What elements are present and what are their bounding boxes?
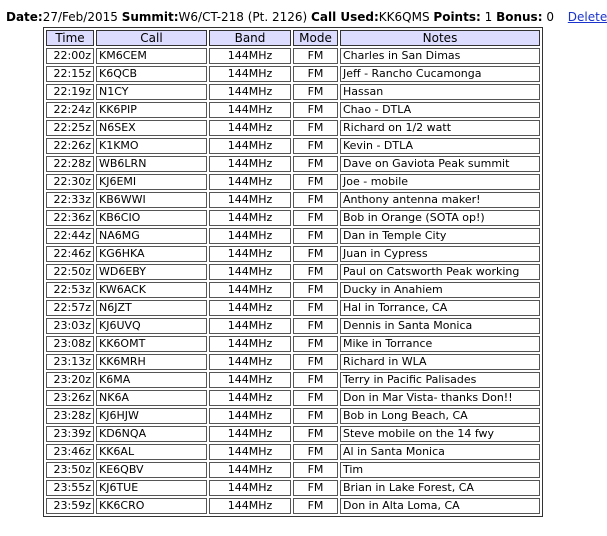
cell-mode: FM [293, 138, 338, 154]
cell-band: 144MHz [209, 318, 291, 334]
table-row [46, 336, 540, 352]
cell-call: KK6MRH [96, 354, 207, 370]
cell-band: 144MHz [209, 174, 291, 190]
table-row [46, 444, 540, 460]
cell-band: 144MHz [209, 264, 291, 280]
cell-notes: Jeff - Rancho Cucamonga [340, 66, 540, 82]
column-header-call: Call [96, 30, 207, 46]
cell-band: 144MHz [209, 228, 291, 244]
cell-mode: FM [293, 156, 338, 172]
table-row [46, 300, 540, 316]
cell-call: KJ6TUE [96, 480, 207, 496]
points-value: 1 [484, 10, 493, 24]
table-row [46, 408, 540, 424]
cell-notes: Al in Santa Monica [340, 444, 540, 460]
cell-call: KB6WWI [96, 192, 207, 208]
table-row [46, 66, 540, 82]
cell-time: 22:30z [46, 174, 94, 190]
cell-call: KE6QBV [96, 462, 207, 478]
cell-band: 144MHz [209, 210, 291, 226]
cell-time: 22:25z [46, 120, 94, 136]
cell-call: KM6CEM [96, 48, 207, 64]
cell-time: 23:50z [46, 462, 94, 478]
cell-band: 144MHz [209, 300, 291, 316]
cell-call: NA6MG [96, 228, 207, 244]
cell-band: 144MHz [209, 156, 291, 172]
cell-notes: Don in Mar Vista- thanks Don!! [340, 390, 540, 406]
cell-notes: Juan in Cypress [340, 246, 540, 262]
cell-mode: FM [293, 408, 338, 424]
table-row [46, 426, 540, 442]
table-row [46, 48, 540, 64]
table-row [46, 192, 540, 208]
table-row [46, 120, 540, 136]
cell-notes: Richard in WLA [340, 354, 540, 370]
cell-band: 144MHz [209, 444, 291, 460]
cell-band: 144MHz [209, 102, 291, 118]
cell-notes: Don in Alta Loma, CA [340, 498, 540, 514]
cell-time: 22:28z [46, 156, 94, 172]
cell-notes: Terry in Pacific Palisades [340, 372, 540, 388]
table-row [46, 372, 540, 388]
cell-call: KB6CIO [96, 210, 207, 226]
cell-mode: FM [293, 300, 338, 316]
cell-mode: FM [293, 480, 338, 496]
table-row [46, 84, 540, 100]
cell-notes: Steve mobile on the 14 fwy [340, 426, 540, 442]
cell-notes: Dan in Temple City [340, 228, 540, 244]
cell-mode: FM [293, 246, 338, 262]
cell-time: 23:20z [46, 372, 94, 388]
cell-notes: Mike in Torrance [340, 336, 540, 352]
cell-notes: Ducky in Anahiem [340, 282, 540, 298]
cell-notes: Charles in San Dimas [340, 48, 540, 64]
table-row [46, 210, 540, 226]
cell-mode: FM [293, 192, 338, 208]
cell-mode: FM [293, 354, 338, 370]
cell-call: N1CY [96, 84, 207, 100]
cell-mode: FM [293, 444, 338, 460]
table-header-row [46, 30, 540, 46]
cell-mode: FM [293, 102, 338, 118]
table-row [46, 282, 540, 298]
cell-time: 23:59z [46, 498, 94, 514]
cell-notes: Hal in Torrance, CA [340, 300, 540, 316]
cell-notes: Dennis in Santa Monica [340, 318, 540, 334]
column-header-time: Time [46, 30, 94, 46]
cell-band: 144MHz [209, 480, 291, 496]
cell-time: 23:46z [46, 444, 94, 460]
delete-link[interactable]: Delete [567, 10, 607, 24]
cell-mode: FM [293, 66, 338, 82]
table-row [46, 228, 540, 244]
cell-mode: FM [293, 336, 338, 352]
cell-band: 144MHz [209, 390, 291, 406]
cell-mode: FM [293, 210, 338, 226]
cell-call: NK6A [96, 390, 207, 406]
cell-time: 23:39z [46, 426, 94, 442]
activation-summary [6, 9, 607, 25]
cell-band: 144MHz [209, 462, 291, 478]
cell-call: KK6OMT [96, 336, 207, 352]
cell-notes: Tim [340, 462, 540, 478]
cell-mode: FM [293, 174, 338, 190]
cell-time: 22:19z [46, 84, 94, 100]
cell-notes: Hassan [340, 84, 540, 100]
cell-mode: FM [293, 462, 338, 478]
call-used-value: KK6QMS [378, 10, 430, 24]
column-header-notes: Notes [340, 30, 540, 46]
cell-call: WB6LRN [96, 156, 207, 172]
cell-time: 23:03z [46, 318, 94, 334]
cell-call: N6JZT [96, 300, 207, 316]
date-value: 27/Feb/2015 [42, 10, 118, 24]
cell-call: KK6AL [96, 444, 207, 460]
call-used-label: Call Used: [311, 10, 379, 24]
cell-mode: FM [293, 282, 338, 298]
cell-notes: Paul on Catsworth Peak working [340, 264, 540, 280]
table-row [46, 102, 540, 118]
cell-time: 22:53z [46, 282, 94, 298]
cell-mode: FM [293, 84, 338, 100]
column-header-band: Band [209, 30, 291, 46]
cell-time: 22:15z [46, 66, 94, 82]
cell-band: 144MHz [209, 84, 291, 100]
cell-notes: Joe - mobile [340, 174, 540, 190]
cell-time: 23:55z [46, 480, 94, 496]
qso-log-table [43, 27, 543, 517]
table-row [46, 174, 540, 190]
table-row [46, 354, 540, 370]
cell-time: 22:00z [46, 48, 94, 64]
table-row [46, 246, 540, 262]
cell-band: 144MHz [209, 192, 291, 208]
cell-call: N6SEX [96, 120, 207, 136]
cell-time: 22:33z [46, 192, 94, 208]
bonus-value: 0 [546, 10, 554, 24]
cell-call: KD6NQA [96, 426, 207, 442]
cell-notes: Anthony antenna maker! [340, 192, 540, 208]
summit-value: W6/CT-218 (Pt. 2126) [178, 10, 308, 24]
cell-mode: FM [293, 120, 338, 136]
qso-rows [46, 48, 540, 514]
cell-mode: FM [293, 390, 338, 406]
cell-band: 144MHz [209, 48, 291, 64]
cell-band: 144MHz [209, 120, 291, 136]
cell-mode: FM [293, 318, 338, 334]
table-row [46, 264, 540, 280]
cell-band: 144MHz [209, 408, 291, 424]
cell-band: 144MHz [209, 426, 291, 442]
table-row [46, 480, 540, 496]
cell-time: 23:13z [46, 354, 94, 370]
bonus-label: Bonus: [496, 10, 543, 24]
cell-notes: Kevin - DTLA [340, 138, 540, 154]
cell-mode: FM [293, 264, 338, 280]
table-row [46, 498, 540, 514]
cell-band: 144MHz [209, 246, 291, 262]
column-header-mode: Mode [293, 30, 338, 46]
table-row [46, 390, 540, 406]
cell-band: 144MHz [209, 372, 291, 388]
cell-call: K1KMO [96, 138, 207, 154]
cell-band: 144MHz [209, 138, 291, 154]
cell-time: 22:57z [46, 300, 94, 316]
cell-band: 144MHz [209, 498, 291, 514]
cell-call: KJ6EMI [96, 174, 207, 190]
cell-notes: Bob in Long Beach, CA [340, 408, 540, 424]
cell-time: 23:08z [46, 336, 94, 352]
cell-band: 144MHz [209, 66, 291, 82]
cell-time: 23:26z [46, 390, 94, 406]
cell-notes: Richard on 1/2 watt [340, 120, 540, 136]
summit-label: Summit: [121, 10, 179, 24]
cell-time: 22:24z [46, 102, 94, 118]
cell-call: K6QCB [96, 66, 207, 82]
table-row [46, 138, 540, 154]
cell-notes: Brian in Lake Forest, CA [340, 480, 540, 496]
cell-notes: Dave on Gaviota Peak summit [340, 156, 540, 172]
cell-call: KJ6UVQ [96, 318, 207, 334]
cell-call: KK6CRO [96, 498, 207, 514]
cell-band: 144MHz [209, 336, 291, 352]
cell-mode: FM [293, 372, 338, 388]
cell-call: K6MA [96, 372, 207, 388]
cell-call: KJ6HJW [96, 408, 207, 424]
cell-band: 144MHz [209, 282, 291, 298]
cell-mode: FM [293, 498, 338, 514]
table-row [46, 318, 540, 334]
cell-mode: FM [293, 426, 338, 442]
cell-call: KK6PIP [96, 102, 207, 118]
points-label: Points: [433, 10, 481, 24]
cell-time: 23:28z [46, 408, 94, 424]
cell-time: 22:46z [46, 246, 94, 262]
cell-time: 22:36z [46, 210, 94, 226]
table-row [46, 462, 540, 478]
cell-notes: Bob in Orange (SOTA op!) [340, 210, 540, 226]
cell-time: 22:26z [46, 138, 94, 154]
cell-call: KW6ACK [96, 282, 207, 298]
cell-time: 22:44z [46, 228, 94, 244]
cell-band: 144MHz [209, 354, 291, 370]
cell-call: KG6HKA [96, 246, 207, 262]
date-label: Date: [6, 10, 43, 24]
cell-notes: Chao - DTLA [340, 102, 540, 118]
cell-call: WD6EBY [96, 264, 207, 280]
cell-time: 22:50z [46, 264, 94, 280]
table-row [46, 156, 540, 172]
cell-mode: FM [293, 228, 338, 244]
cell-mode: FM [293, 48, 338, 64]
